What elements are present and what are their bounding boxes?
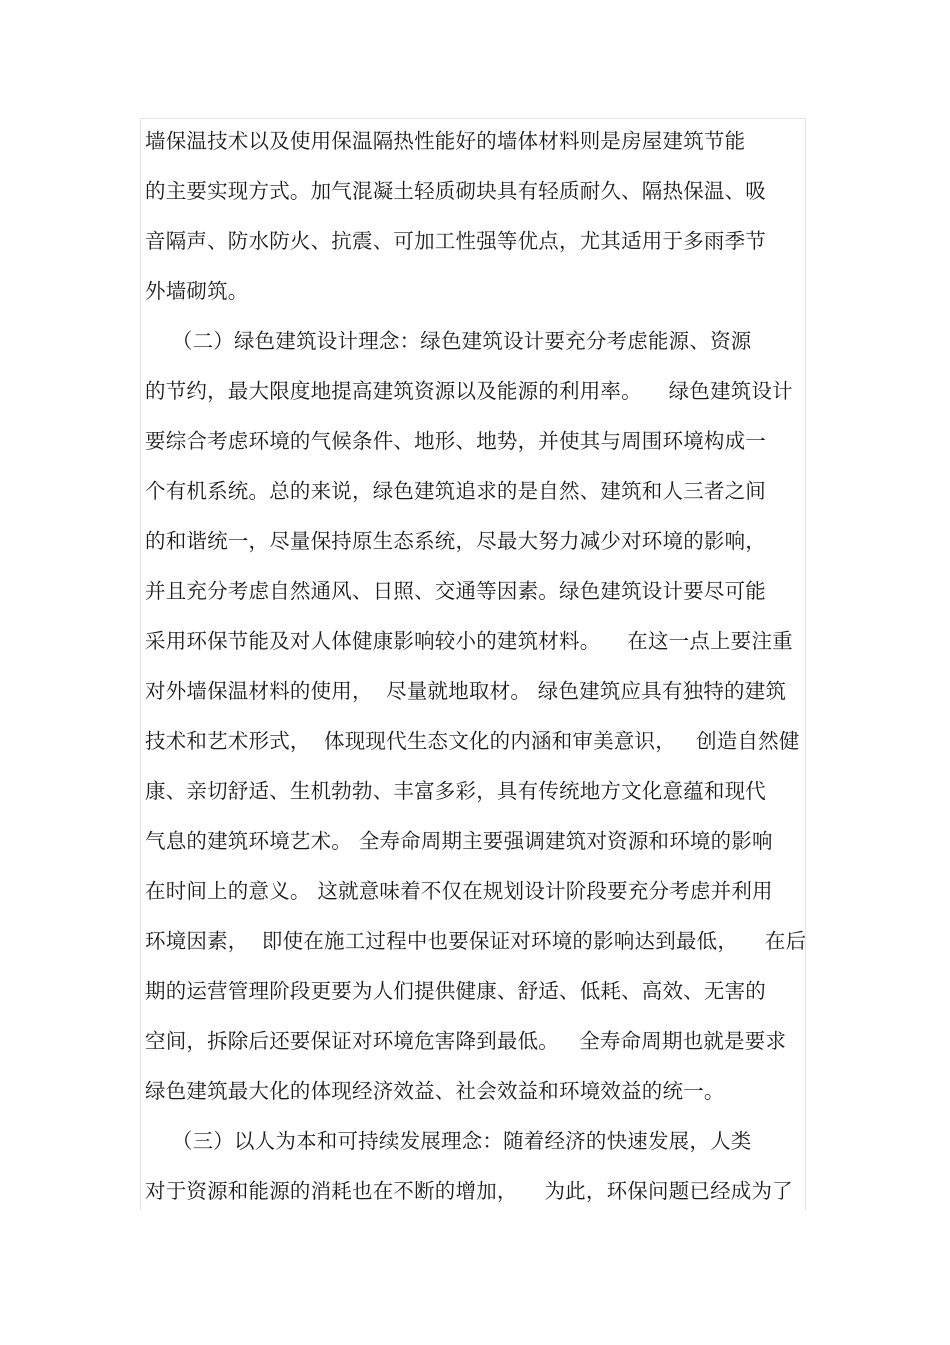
text-line: 技术和艺术形式， 体现现代生态文化的内涵和审美意识， 创造自然健: [145, 729, 800, 753]
text-line: 墙保温技术以及使用保温隔热性能好的墙体材料则是房屋建筑节能: [145, 129, 746, 153]
text-line: 对于资源和能源的消耗也在不断的增加， 为此，环保问题已经成为了: [145, 1179, 793, 1203]
text-line: 的节约，最大限度地提高建筑资源以及能源的利用率。 绿色建筑设计: [145, 379, 793, 403]
text-line: 的和谐统一，尽量保持原生态系统，尽最大努力减少对环境的影响，: [145, 529, 766, 553]
text-line: 采用环保节能及对人体健康影响较小的建筑材料。 在这一点上要注重: [145, 629, 793, 653]
text-line: 音隔声、防水防火、抗震、可加工性强等优点，尤其适用于多雨季节: [145, 229, 766, 253]
text-line: 要综合考虑环境的气候条件、地形、地势，并使其与周围环境构成一: [145, 429, 766, 453]
text-line: 绿色建筑最大化的体现经济效益、社会效益和环境效益的统一。: [145, 1079, 725, 1103]
text-line: 环境因素， 即使在施工过程中也要保证对环境的影响达到最低， 在后: [145, 929, 807, 953]
text-line: 外墙砌筑。: [145, 279, 249, 303]
text-line: 康、亲切舒适、生机勃勃、丰富多彩，具有传统地方文化意蕴和现代: [145, 779, 766, 803]
text-line: 个有机系统。总的来说，绿色建筑追求的是自然、建筑和人三者之间: [145, 479, 766, 503]
text-line: （三）以人为本和可持续发展理念：随着经济的快速发展，人类: [145, 1129, 752, 1153]
text-line: 在时间上的意义。 这就意味着不仅在规划设计阶段要充分考虑并利用: [145, 879, 773, 903]
text-line: 气息的建筑环境艺术。 全寿命周期主要强调建筑对资源和环境的影响: [145, 829, 773, 853]
text-line: 并且充分考虑自然通风、日照、交通等因素。绿色建筑设计要尽可能: [145, 579, 766, 603]
text-line: 的主要实现方式。加气混凝土轻质砌块具有轻质耐久、隔热保温、吸: [145, 179, 766, 203]
text-line: 空间，拆除后还要保证对环境危害降到最低。 全寿命周期也就是要求: [145, 1029, 787, 1053]
text-line: 对外墙保温材料的使用， 尽量就地取材。 绿色建筑应具有独特的建筑: [145, 679, 787, 703]
text-line: 期的运营管理阶段更要为人们提供健康、舒适、低耗、高效、无害的: [145, 979, 766, 1003]
text-line: （二）绿色建筑设计理念：绿色建筑设计要充分考虑能源、资源: [145, 329, 752, 353]
